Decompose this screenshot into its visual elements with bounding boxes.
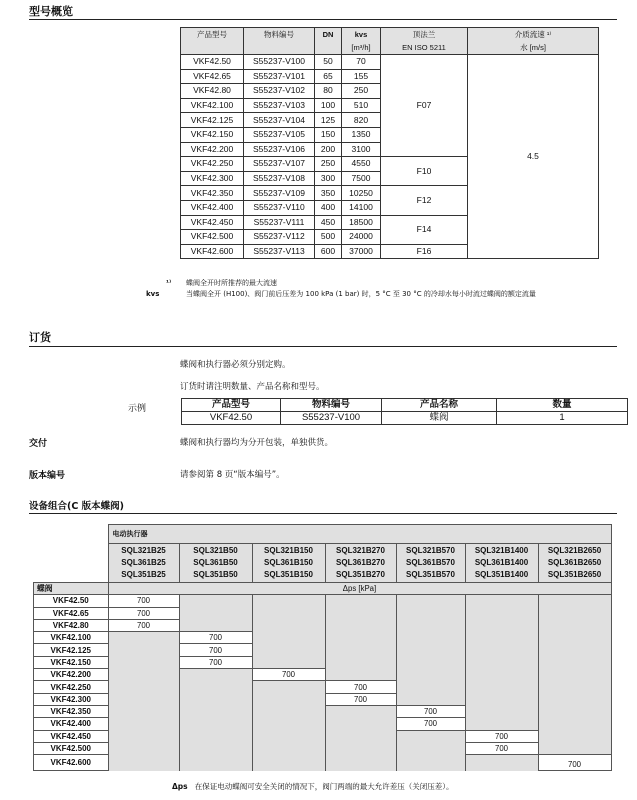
cell-model: VKF42.100 — [181, 98, 244, 113]
empty-cell — [325, 755, 396, 771]
cell-code: S55237-V113 — [244, 244, 315, 259]
cell-flange: F07 — [381, 55, 468, 157]
empty-cell — [179, 681, 252, 693]
actuator-model: SQL361B2650 — [547, 558, 602, 567]
actuator-model: SQL351B1400 — [474, 570, 529, 579]
actuator-column-header — [465, 544, 538, 583]
empty-cell — [325, 730, 396, 742]
cell-dn: 100 — [315, 98, 342, 113]
actuator-model: SQL351B50 — [193, 570, 238, 579]
empty-cell — [108, 742, 179, 754]
empty-cell — [396, 742, 465, 754]
empty-cell — [108, 632, 179, 644]
cell-dn: 200 — [315, 142, 342, 157]
cell-model: VKF42.50 — [181, 55, 244, 70]
valve-model: VKF42.300 — [34, 693, 109, 705]
col-flange: 顶法兰 EN ISO 5211 — [381, 28, 468, 55]
valve-model: VKF42.65 — [34, 607, 109, 619]
empty-cell — [252, 755, 325, 771]
valve-model: VKF42.80 — [34, 619, 109, 631]
cell-dn: 350 — [315, 186, 342, 201]
cell-dn: 125 — [315, 113, 342, 128]
ordering-line-2: 订货时请注明数量、产品名称和型号。 — [180, 382, 325, 392]
cell-dn: 250 — [315, 157, 342, 172]
pressure-value: 700 — [179, 632, 252, 644]
empty-cell — [252, 619, 325, 631]
cell-flange: F14 — [381, 215, 468, 244]
empty-cell — [179, 742, 252, 754]
cell-flange: F16 — [381, 244, 468, 259]
empty-cell — [108, 730, 179, 742]
combo-row — [34, 730, 612, 742]
valve-header: 蝶阀 — [34, 583, 109, 595]
actuator-model: SQL351B270 — [336, 570, 385, 579]
pressure-value: 700 — [252, 669, 325, 681]
section-rule — [29, 19, 617, 20]
ex-h-code: 物料编号 — [281, 399, 382, 412]
empty-cell — [252, 718, 325, 730]
col-code: 物料编号 — [244, 28, 315, 55]
empty-cell — [252, 705, 325, 717]
valve-model: VKF42.500 — [34, 742, 109, 754]
actuator-model: SQL351B2650 — [547, 570, 602, 579]
combo-row — [34, 632, 612, 644]
empty-cell — [465, 718, 538, 730]
empty-cell — [396, 644, 465, 656]
combo-row — [34, 742, 612, 754]
cell-code: S55237-V103 — [244, 98, 315, 113]
empty-cell — [252, 742, 325, 754]
actuator-column-header — [108, 544, 179, 583]
actuator-model: SQL361B150 — [264, 558, 313, 567]
ex-h-model: 产品型号 — [182, 399, 281, 412]
empty-cell — [252, 693, 325, 705]
actuator-column-header — [325, 544, 396, 583]
pressure-value: 700 — [325, 681, 396, 693]
empty-cell — [465, 607, 538, 619]
actuator-model: SQL351B25 — [121, 570, 166, 579]
footnote-kvs: kvs 当蝶阀全开 (H100)、阀门前后压差为 100 kPa (1 bar) 时，5 °C 至 30 °C 的冷却水每小时流过蝶阀的额定流量 — [146, 290, 536, 298]
empty-cell — [465, 705, 538, 717]
valve-model: VKF42.100 — [34, 632, 109, 644]
actuator-model: SQL321B50 — [193, 546, 238, 555]
valve-model: VKF42.400 — [34, 718, 109, 730]
pressure-value: 700 — [108, 607, 179, 619]
empty-cell — [538, 730, 611, 742]
actuator-header: 电动执行器 — [108, 525, 611, 544]
cell-code: S55237-V109 — [244, 186, 315, 201]
cell-code: S55237-V110 — [244, 200, 315, 215]
cell-model: VKF42.450 — [181, 215, 244, 230]
cell-model: VKF42.65 — [181, 69, 244, 84]
empty-cell — [325, 718, 396, 730]
actuator-column-header — [179, 544, 252, 583]
actuator-model: SQL321B270 — [336, 546, 385, 555]
section-title-overview: 型号概览 — [29, 5, 73, 18]
example-table — [181, 398, 628, 425]
cell-kvs: 37000 — [342, 244, 381, 259]
cell-kvs: 24000 — [342, 230, 381, 245]
cell-model: VKF42.350 — [181, 186, 244, 201]
cell-model: VKF42.150 — [181, 127, 244, 142]
empty-cell — [252, 681, 325, 693]
delivery-label: 交付 — [29, 439, 48, 449]
empty-cell — [108, 718, 179, 730]
cell-kvs: 820 — [342, 113, 381, 128]
empty-cell — [252, 656, 325, 668]
cell-code: S55237-V104 — [244, 113, 315, 128]
actuator-model: SQL361B270 — [336, 558, 385, 567]
section-title-ordering: 订货 — [29, 331, 51, 344]
empty-cell — [325, 669, 396, 681]
empty-cell — [396, 619, 465, 631]
cell-kvs: 4550 — [342, 157, 381, 172]
actuator-column-header — [396, 544, 465, 583]
empty-cell — [108, 656, 179, 668]
ex-code: S55237-V100 — [281, 412, 382, 425]
empty-cell — [396, 632, 465, 644]
empty-cell — [465, 693, 538, 705]
cell-dn: 450 — [315, 215, 342, 230]
combo-row — [34, 619, 612, 631]
cell-model: VKF42.80 — [181, 84, 244, 99]
actuator-model: SQL321B570 — [406, 546, 455, 555]
cell-flange: F10 — [381, 157, 468, 186]
empty-cell — [538, 705, 611, 717]
empty-cell — [538, 693, 611, 705]
col-model: 产品型号 — [181, 28, 244, 55]
cell-kvs: 3100 — [342, 142, 381, 157]
cell-model: VKF42.300 — [181, 171, 244, 186]
pressure-value: 700 — [465, 742, 538, 754]
cell-model: VKF42.200 — [181, 142, 244, 157]
empty-cell — [325, 656, 396, 668]
empty-cell — [538, 595, 611, 607]
cell-kvs: 7500 — [342, 171, 381, 186]
pressure-value: 700 — [179, 656, 252, 668]
col-kvs: kvs [m³/h] — [342, 28, 381, 55]
valve-model: VKF42.450 — [34, 730, 109, 742]
combo-row — [34, 693, 612, 705]
empty-cell — [538, 619, 611, 631]
valve-model: VKF42.150 — [34, 656, 109, 668]
example-label: 示例 — [128, 404, 147, 414]
empty-cell — [396, 607, 465, 619]
cell-dn: 150 — [315, 127, 342, 142]
pressure-value: 700 — [108, 595, 179, 607]
combo-row — [34, 595, 612, 607]
footnote-1: ¹⁾ 蝶阀全开时所推荐的最大流速 — [166, 279, 277, 287]
cell-dn: 600 — [315, 244, 342, 259]
valve-model: VKF42.200 — [34, 669, 109, 681]
cell-code: S55237-V106 — [244, 142, 315, 157]
empty-cell — [325, 705, 396, 717]
actuator-model: SQL361B25 — [121, 558, 166, 567]
empty-cell — [179, 718, 252, 730]
empty-cell — [252, 632, 325, 644]
cell-kvs: 250 — [342, 84, 381, 99]
pressure-value: 700 — [325, 693, 396, 705]
valve-model: VKF42.50 — [34, 595, 109, 607]
empty-cell — [252, 644, 325, 656]
ex-qty: 1 — [497, 412, 628, 425]
combo-row — [34, 681, 612, 693]
blank — [34, 525, 109, 544]
revision-label: 版本编号 — [29, 471, 66, 481]
cell-code: S55237-V100 — [244, 55, 315, 70]
empty-cell — [108, 693, 179, 705]
delivery-text: 蝶阀和执行器均为分开包装，单独供货。 — [180, 438, 334, 448]
empty-cell — [465, 619, 538, 631]
empty-cell — [396, 595, 465, 607]
empty-cell — [252, 595, 325, 607]
empty-cell — [465, 656, 538, 668]
blank — [34, 544, 109, 583]
actuator-model: SQL351B150 — [264, 570, 313, 579]
empty-cell — [465, 632, 538, 644]
empty-cell — [108, 755, 179, 771]
cell-model: VKF42.500 — [181, 230, 244, 245]
empty-cell — [465, 755, 538, 771]
cell-dn: 500 — [315, 230, 342, 245]
cell-dn: 300 — [315, 171, 342, 186]
empty-cell — [108, 669, 179, 681]
revision-text: 请参阅第 8 页“版本编号”。 — [180, 470, 285, 480]
cell-model: VKF42.250 — [181, 157, 244, 172]
empty-cell — [108, 644, 179, 656]
empty-cell — [252, 730, 325, 742]
empty-cell — [325, 607, 396, 619]
cell-kvs: 18500 — [342, 215, 381, 230]
empty-cell — [465, 681, 538, 693]
combo-row — [34, 718, 612, 730]
cell-code: S55237-V107 — [244, 157, 315, 172]
cell-kvs: 510 — [342, 98, 381, 113]
empty-cell — [108, 681, 179, 693]
empty-cell — [325, 632, 396, 644]
valve-model: VKF42.600 — [34, 755, 109, 771]
cell-dn: 400 — [315, 200, 342, 215]
empty-cell — [396, 681, 465, 693]
cell-kvs: 155 — [342, 69, 381, 84]
empty-cell — [179, 669, 252, 681]
empty-cell — [179, 705, 252, 717]
empty-cell — [108, 705, 179, 717]
ex-h-qty: 数量 — [497, 399, 628, 412]
combo-row — [34, 755, 612, 771]
actuator-column-header — [538, 544, 611, 583]
combo-row — [34, 669, 612, 681]
pressure-value: 700 — [396, 705, 465, 717]
empty-cell — [465, 595, 538, 607]
empty-cell — [465, 644, 538, 656]
col-velocity: 介质流速 ¹⁾ 水 [m/s] — [468, 28, 599, 55]
empty-cell — [179, 619, 252, 631]
cell-code: S55237-V102 — [244, 84, 315, 99]
actuator-model: SQL351B570 — [406, 570, 455, 579]
pressure-value: 700 — [108, 619, 179, 631]
empty-cell — [538, 644, 611, 656]
overview-row — [181, 55, 599, 70]
ex-model: VKF42.50 — [182, 412, 281, 425]
col-dn: DN — [315, 28, 342, 55]
pressure-value: 700 — [538, 755, 611, 771]
empty-cell — [179, 595, 252, 607]
empty-cell — [252, 607, 325, 619]
combo-row — [34, 644, 612, 656]
combo-row — [34, 656, 612, 668]
empty-cell — [396, 693, 465, 705]
section-rule — [29, 346, 617, 347]
empty-cell — [325, 742, 396, 754]
empty-cell — [538, 742, 611, 754]
cell-model: VKF42.125 — [181, 113, 244, 128]
cell-dn: 65 — [315, 69, 342, 84]
empty-cell — [538, 656, 611, 668]
empty-cell — [396, 730, 465, 742]
ordering-line-1: 蝶阀和执行器必须分别定购。 — [180, 360, 291, 370]
ex-h-name: 产品名称 — [382, 399, 497, 412]
combo-row — [34, 607, 612, 619]
empty-cell — [538, 607, 611, 619]
cell-code: S55237-V108 — [244, 171, 315, 186]
cell-flange: F12 — [381, 186, 468, 215]
cell-code: S55237-V111 — [244, 215, 315, 230]
cell-dn: 80 — [315, 84, 342, 99]
pressure-value: 700 — [179, 644, 252, 656]
empty-cell — [538, 718, 611, 730]
empty-cell — [179, 607, 252, 619]
cell-velocity: 4.5 — [468, 55, 599, 259]
cell-dn: 50 — [315, 55, 342, 70]
section-title-combo: 设备组合(C 版本蝶阀) — [29, 501, 124, 512]
combination-table — [33, 524, 612, 771]
empty-cell — [538, 669, 611, 681]
empty-cell — [179, 755, 252, 771]
valve-model: VKF42.350 — [34, 705, 109, 717]
unit-header: Δps [kPa] — [108, 583, 611, 595]
cell-kvs: 14100 — [342, 200, 381, 215]
overview-table — [180, 27, 599, 259]
cell-code: S55237-V112 — [244, 230, 315, 245]
empty-cell — [325, 644, 396, 656]
cell-kvs: 1350 — [342, 127, 381, 142]
empty-cell — [538, 681, 611, 693]
section-rule — [29, 513, 617, 514]
ex-name: 蝶阀 — [382, 412, 497, 425]
actuator-column-header — [252, 544, 325, 583]
actuator-model: SQL321B25 — [121, 546, 166, 555]
actuator-model: SQL361B1400 — [474, 558, 529, 567]
empty-cell — [396, 669, 465, 681]
actuator-model: SQL321B1400 — [474, 546, 529, 555]
cell-kvs: 70 — [342, 55, 381, 70]
pressure-value: 700 — [465, 730, 538, 742]
actuator-model: SQL321B150 — [264, 546, 313, 555]
cell-model: VKF42.600 — [181, 244, 244, 259]
empty-cell — [179, 730, 252, 742]
combo-footnote: Δps 在保证电动蝶阀可安全关闭的情况下，阀门两端的最大允许差压（关闭压差）。 — [172, 782, 454, 791]
actuator-model: SQL361B50 — [193, 558, 238, 567]
empty-cell — [396, 656, 465, 668]
empty-cell — [179, 693, 252, 705]
cell-code: S55237-V101 — [244, 69, 315, 84]
combo-row — [34, 705, 612, 717]
valve-model: VKF42.250 — [34, 681, 109, 693]
cell-code: S55237-V105 — [244, 127, 315, 142]
actuator-model: SQL321B2650 — [547, 546, 602, 555]
empty-cell — [538, 632, 611, 644]
empty-cell — [465, 669, 538, 681]
cell-model: VKF42.400 — [181, 200, 244, 215]
pressure-value: 700 — [396, 718, 465, 730]
cell-kvs: 10250 — [342, 186, 381, 201]
empty-cell — [396, 755, 465, 771]
valve-model: VKF42.125 — [34, 644, 109, 656]
actuator-model: SQL361B570 — [406, 558, 455, 567]
empty-cell — [325, 619, 396, 631]
empty-cell — [325, 595, 396, 607]
